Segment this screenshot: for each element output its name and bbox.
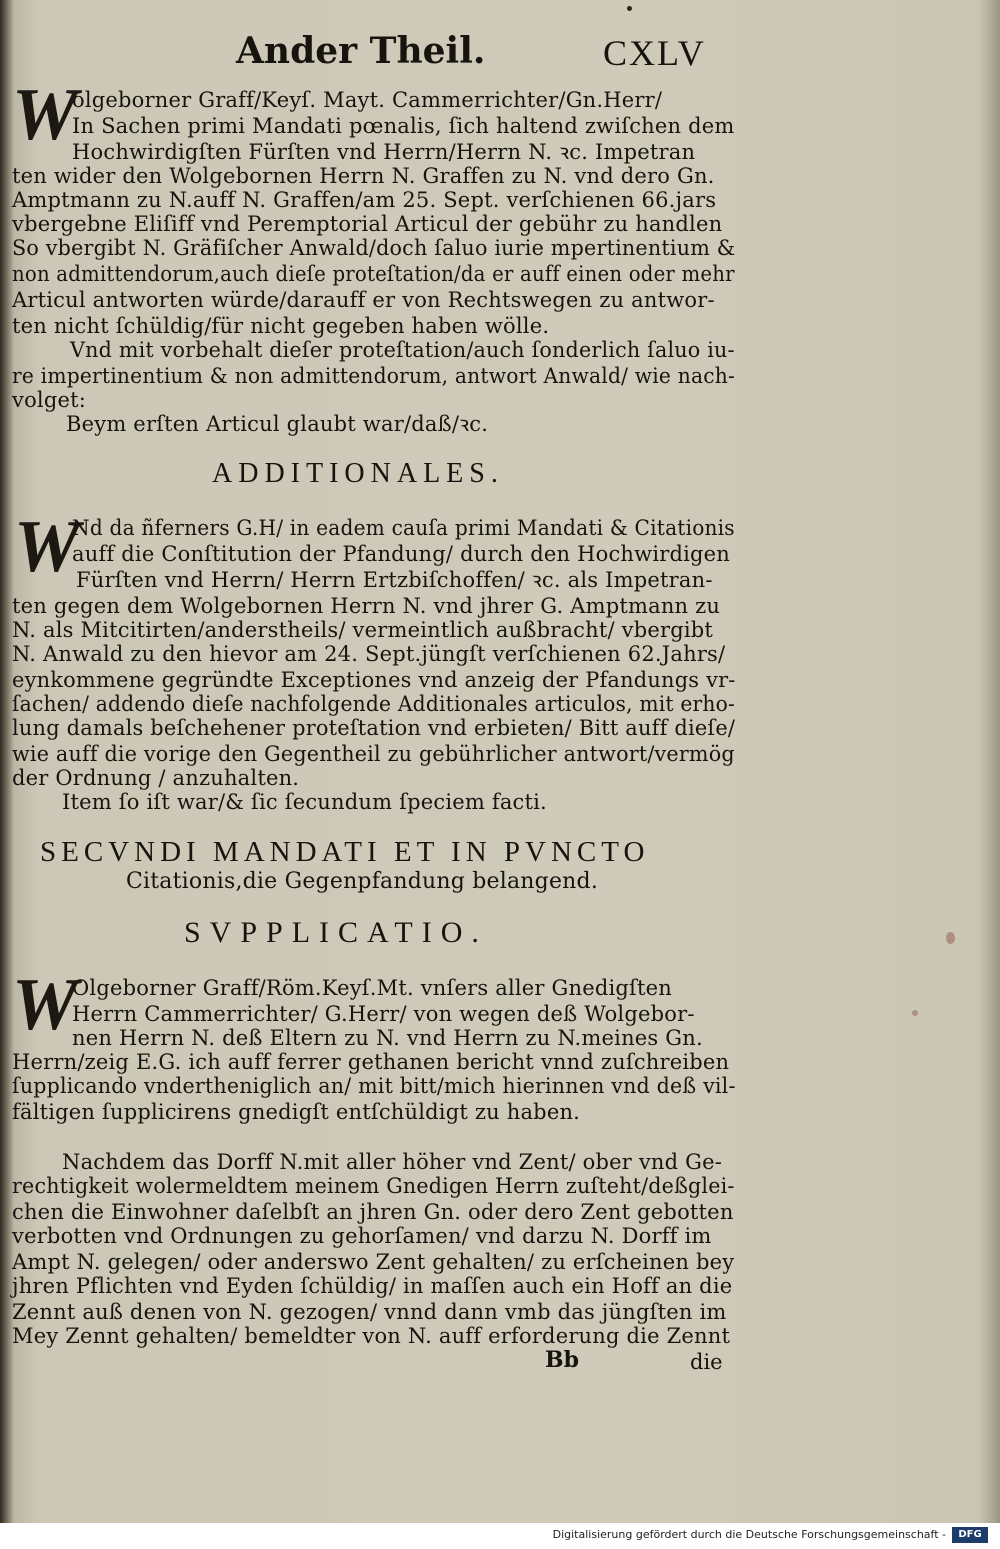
text-line: verbotten vnd Ordnungen zu gehorſamen/ vnd darzu N. Dorff im <box>12 1224 712 1248</box>
text-line: re impertinentium & non admittendorum, antwort Anwald/ wie nach- <box>12 364 736 388</box>
text-line: Ampt N. gelegen/ oder anderswo Zent gehalten/ zu erſcheinen bey <box>12 1250 735 1274</box>
footer-bar <box>0 1523 1000 1549</box>
catchword: die <box>690 1350 723 1374</box>
text-line: non admittendorum,auch dieſe proteſtation/da er auff einen oder mehr <box>12 262 735 286</box>
text-line: Beym erſten Articul glaubt war/daß/ꝛc. <box>66 412 489 436</box>
decorated-initial: W <box>12 964 78 1046</box>
text-line: Olgeborner Graff/Röm.Keyſ.Mt. vnſers aller Gnedigſten <box>72 976 673 1000</box>
text-line: So vbergibt N. Gräfiſcher Anwald/doch ſaluo iurie mpertinentium & <box>12 236 736 260</box>
running-head-title: Ander Theil. <box>236 30 486 72</box>
section-heading: SVPPLICATIO. <box>184 916 488 949</box>
section-heading: ADDITIONALES. <box>212 458 504 489</box>
text-line: Item ſo iſt war/& ſic ſecundum ſpeciem facti. <box>62 790 547 814</box>
text-line: Nachdem das Dorff N.mit aller höher vnd Zent/ ober vnd Ge- <box>62 1150 723 1174</box>
text-line: fältigen ſupplicirens gnedigſt entſchüldigt zu haben. <box>12 1100 581 1124</box>
text-line: olgeborner Graff/Keyſ. Mayt. Cammerrichter/Gn.Herr/ <box>72 88 663 112</box>
section-subheading: Citationis,die Gegenpfandung belangend. <box>126 869 599 894</box>
dfg-logo: DFG <box>952 1527 988 1543</box>
text-line: Fürſten vnd Herrn/ Herrn Ertzbiſchoffen/ ꝛc. als Impetran- <box>76 568 713 592</box>
text-line: der Ordnung / anzuhalten. <box>12 766 300 790</box>
text-line: N. Anwald zu den hievor am 24. Sept.jüngſt verſchienen 62.Jahrs/ <box>12 642 726 666</box>
text-line: Articul antworten würde/darauff er von Rechtswegen zu antwor- <box>12 288 715 312</box>
folio-number: CXLV <box>603 33 706 73</box>
text-line: In Sachen primi Mandati pœnalis, ſich haltend zwiſchen dem <box>72 114 735 138</box>
text-line: ten nicht ſchüldig/für nicht gegeben haben wölle. <box>12 314 550 338</box>
stain-spot <box>912 1010 918 1016</box>
text-line: volget: <box>12 388 87 412</box>
text-line: ten gegen dem Wolgebornen Herrn N. vnd jhrer G. Amptmann zu <box>12 594 721 618</box>
text-line: ten wider den Wolgebornen Herrn N. Graffen zu N. vnd dero Gn. <box>12 164 715 188</box>
decorated-initial: W <box>14 506 80 588</box>
text-line: Nd da ñferners G.H/ in eadem cauſa primi Mandati & Citationis <box>72 516 735 540</box>
ink-dot <box>627 6 632 11</box>
text-line: rechtigkeit wolermeldtem meinem Gnedigen Herrn zuſteht/deßglei- <box>12 1174 735 1198</box>
text-line: vbergebne Eliſiff vnd Peremptorial Articul der gebühr zu handlen <box>12 212 723 236</box>
text-line: Herrn Cammerrichter/ G.Herr/ von wegen deß Wolgebor- <box>72 1002 695 1026</box>
text-line: eynkommene gegründte Exceptiones vnd anzeig der Pfandungs vr- <box>12 668 736 692</box>
text-line: Hochwirdigſten Fürſten vnd Herrn/Herrn N. ꝛc. Impetran <box>72 140 696 164</box>
text-line: Herrn/zeig E.G. ich auff ferrer gethanen bericht vnnd zuſchreiben <box>12 1050 730 1074</box>
text-line: wie auff die vorige den Gegentheil zu gebührlicher antwort/vermög <box>12 742 735 766</box>
decorated-initial: W <box>12 74 78 156</box>
section-heading: SECVNDI MANDATI ET IN PVNCTO <box>40 836 650 868</box>
text-line: Zennt auß denen von N. gezogen/ vnnd dann vmb das jüngſten im <box>12 1300 727 1324</box>
text-line: chen die Einwohner daſelbſt an jhren Gn. oder dero Zent gebotten <box>12 1200 734 1224</box>
text-line: Amptmann zu N.auff N. Graffen/am 25. Sept. verſchienen 66.jars <box>12 188 717 212</box>
text-line: lung damals beſchehener proteſtation vnd erbieten/ Bitt auff dieſe/ <box>12 716 736 740</box>
text-line: Vnd mit vorbehalt dieſer proteſtation/auch ſonderlich ſaluo iu- <box>70 338 735 362</box>
text-line: nen Herrn N. deß Eltern zu N. vnd Herrn zu N.meines Gn. <box>72 1026 703 1050</box>
funding-notice: Digitalisierung gefördert durch die Deutsche Forschungsgemeinschaft - <box>552 1528 946 1541</box>
stain-spot <box>946 932 955 944</box>
text-line: Mey Zennt gehalten/ bemeldter von N. auff erforderung die Zennt <box>12 1324 731 1348</box>
text-line: auff die Conſtitution der Pfandung/ durch den Hochwirdigen <box>72 542 731 566</box>
signature-mark: Bb <box>545 1347 579 1373</box>
text-line: ſupplicando vndertheniglich an/ mit bitt/mich hierinnen vnd deß vil- <box>12 1074 736 1098</box>
text-line: ſachen/ addendo dieſe nachfolgende Additionales articulos, mit erho- <box>12 692 736 716</box>
text-line: jhren Pflichten vnd Eyden ſchüldig/ in maſſen auch ein Hoff an die <box>12 1274 733 1298</box>
text-line: N. als Mitcitirten/anderstheils/ vermeintlich außbracht/ vbergibt <box>12 618 714 642</box>
